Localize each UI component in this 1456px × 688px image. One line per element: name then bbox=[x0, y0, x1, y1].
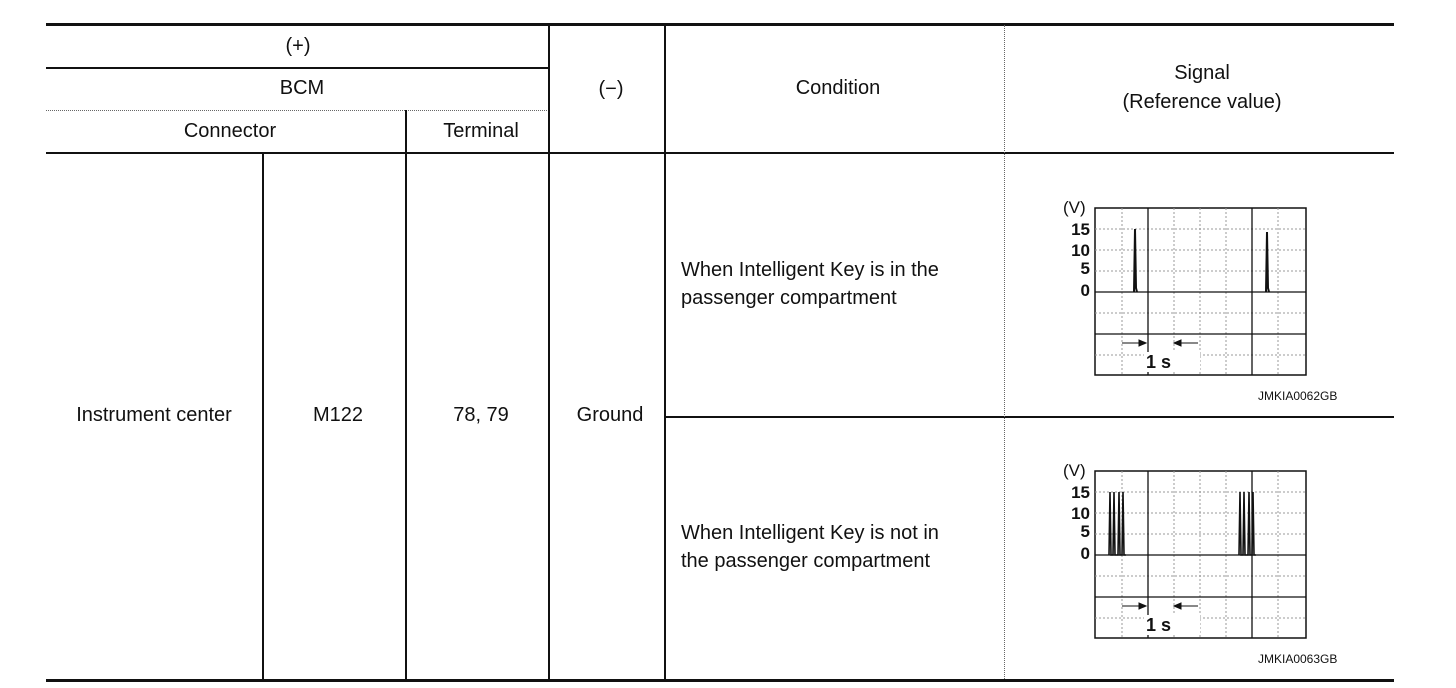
condition-1-line2: passenger compartment bbox=[681, 287, 897, 309]
header-condition: Condition bbox=[795, 77, 881, 99]
header-bcm: BCM bbox=[279, 77, 325, 99]
connector-location: Instrument center bbox=[76, 404, 232, 426]
waveform-1-tick-0: 0 bbox=[1080, 281, 1090, 300]
header-terminal: Terminal bbox=[443, 120, 519, 142]
waveform-2-tick-15: 15 bbox=[1071, 483, 1090, 502]
waveform-1-tick-5: 5 bbox=[1080, 259, 1090, 278]
table-bottom-border bbox=[46, 679, 1394, 682]
header-signal-reference: (Reference value) bbox=[1122, 91, 1282, 113]
waveform-2-tick-5: 5 bbox=[1080, 522, 1090, 541]
header-signal: Signal bbox=[1174, 62, 1230, 84]
connector-id: M122 bbox=[312, 404, 364, 426]
col-divider-plus bbox=[548, 25, 550, 679]
waveform-2-unit: (V) bbox=[1063, 461, 1086, 480]
waveform-1-unit: (V) bbox=[1063, 198, 1086, 217]
waveform-2 bbox=[1060, 459, 1360, 669]
waveform-2-time-label: 1 s bbox=[1146, 615, 1172, 635]
header-connector: Connector bbox=[183, 120, 277, 142]
condition-2-line2: the passenger compartment bbox=[681, 550, 931, 572]
waveform-2-tick-10: 10 bbox=[1071, 504, 1090, 523]
waveform-1-time-label: 1 s bbox=[1146, 352, 1172, 372]
waveform-1-plot bbox=[1060, 196, 1360, 406]
condition-2-line1: When Intelligent Key is not in bbox=[681, 522, 939, 544]
col-divider-terminal bbox=[405, 110, 407, 679]
header-minus: (−) bbox=[598, 78, 624, 100]
header-bottom-rule bbox=[46, 152, 1394, 154]
waveform-1-tick-10: 10 bbox=[1071, 241, 1090, 260]
waveform-2-tick-0: 0 bbox=[1080, 544, 1090, 563]
waveform-2-code: JMKIA0063GB bbox=[1258, 652, 1338, 666]
waveform-1 bbox=[1060, 196, 1360, 406]
terminal-numbers: 78, 79 bbox=[453, 404, 509, 426]
col-divider-condition bbox=[1004, 25, 1005, 679]
col-divider-minus bbox=[664, 25, 666, 679]
table-top-border bbox=[46, 23, 1394, 26]
header-plus: (+) bbox=[285, 35, 311, 57]
condition-separator bbox=[664, 416, 1394, 418]
header-rule-bcm bbox=[46, 67, 549, 69]
col-divider-connector-id bbox=[262, 153, 264, 679]
minus-ground: Ground bbox=[576, 404, 644, 426]
waveform-1-tick-15: 15 bbox=[1071, 220, 1090, 239]
waveform-1-code: JMKIA0062GB bbox=[1258, 389, 1338, 403]
condition-1-line1: When Intelligent Key is in the bbox=[681, 259, 939, 281]
header-rule-connector bbox=[46, 110, 549, 111]
waveform-2-plot bbox=[1060, 459, 1360, 669]
